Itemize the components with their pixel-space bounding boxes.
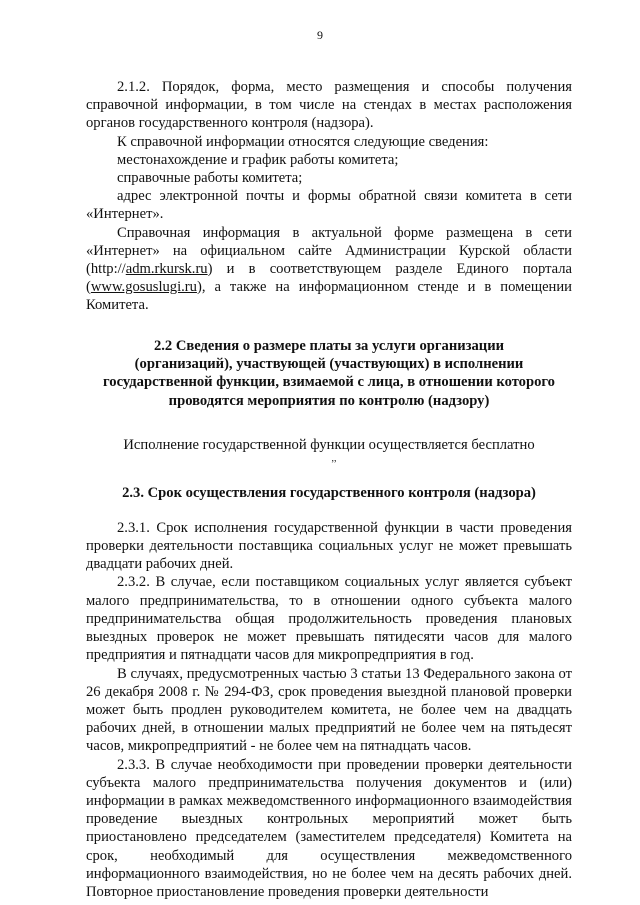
reference-info-intro: К справочной информации относятся следующие сведения: (117, 133, 489, 150)
section-2-1-2-paragraph: 2.1.2. Порядок, форма, место размещения и способы получения справочной информации, в том числе на стендах в местах расположения органов государственного контроля (надзора). (86, 79, 572, 132)
section-2-3-2-paragraph: 2.3.2. В случае, если поставщиком социальных услуг является субъект малого предпринимательства, то в отношении одного субъекта малого предпринимательства общая продолжительность проведения плановых выездных проверок не может превышать пятидесяти часов для малого предприятия и пятнадцати часов для микропредприятия в год. (86, 574, 572, 664)
gosuslugi-link[interactable]: www.gosuslugi.ru (90, 279, 197, 296)
section-2-3-3-paragraph: 2.3.3. В случае необходимости при проведении проверки деятельности субъекта малого предпринимательства получения документов и (или) информации в рамках межведомственного информационного взаимодействия проведение выездных контрольных мероприятий может быть приостановлено председателем (заместителем председателя) Комитета на срок, необходимый для осуществления межведомственного информационного взаимодействия, но не более чем на десять рабочих дней. Повторное приостановление проведения проверки деятельности (86, 756, 572, 900)
free-of-charge-statement: Исполнение государственной функции осуществляется бесплатно (123, 437, 535, 454)
section-2-2-heading-line-2: (организаций), участвующей (участвующих) в исполнении (134, 356, 524, 373)
section-2-2-heading-line-3: государственной функции, взимаемой с лица, в отношении которого (103, 374, 555, 391)
reference-info-item-email: адрес электронной почты и формы обратной связи комитета в сети «Интернет». (86, 188, 572, 223)
reference-info-item-location: местонахождение и график работы комитета; (117, 151, 399, 168)
reference-info-item-phones: справочные работы комитета; (117, 170, 303, 187)
extension-cases-paragraph: В случаях, предусмотренных частью 3 статьи 13 Федерального закона от 26 декабря 2008 г. № 294-ФЗ, срок проведения выездной плановой проверки может быть продлен руководителем комитета, не более чем на двадцать рабочих дней, в отношении малых предприятий не более чем на пятьдесят часов, микропредприятий - не более чем на пятнадцать часов. (86, 665, 572, 755)
placement-text-part2: ) и в соответствующем разделе Единого портала ( (86, 261, 572, 296)
section-2-2-heading-line-4: проводятся мероприятия по контролю (надзору) (168, 392, 490, 409)
section-2-3-heading: 2.3. Срок осуществления государственного контроля (надзора) (122, 485, 536, 502)
section-2-2-heading-line-1: 2.2 Сведения о размере платы за услуги организации (153, 337, 505, 354)
section-2-3-1-paragraph: 2.3.1. Срок исполнения государственной функции в части проведения проверки деятельности поставщика социальных услуг не может превышать двадцати рабочих дней. (86, 519, 572, 573)
reference-info-placement-paragraph (86, 224, 572, 315)
stray-mark: ,, (331, 453, 337, 465)
placement-text-part1: Справочная информация в актуальной форме размещена в сети «Интернет» на официальном сайте Администрации Курской области (http:// (86, 224, 572, 278)
placement-text-part3: ), а также на информационном стенде и в помещении Комитета. (86, 279, 572, 314)
page-content (86, 78, 572, 901)
page-number: 9 (317, 28, 323, 42)
adm-rkursk-link[interactable]: adm.rkursk.ru (125, 261, 208, 278)
